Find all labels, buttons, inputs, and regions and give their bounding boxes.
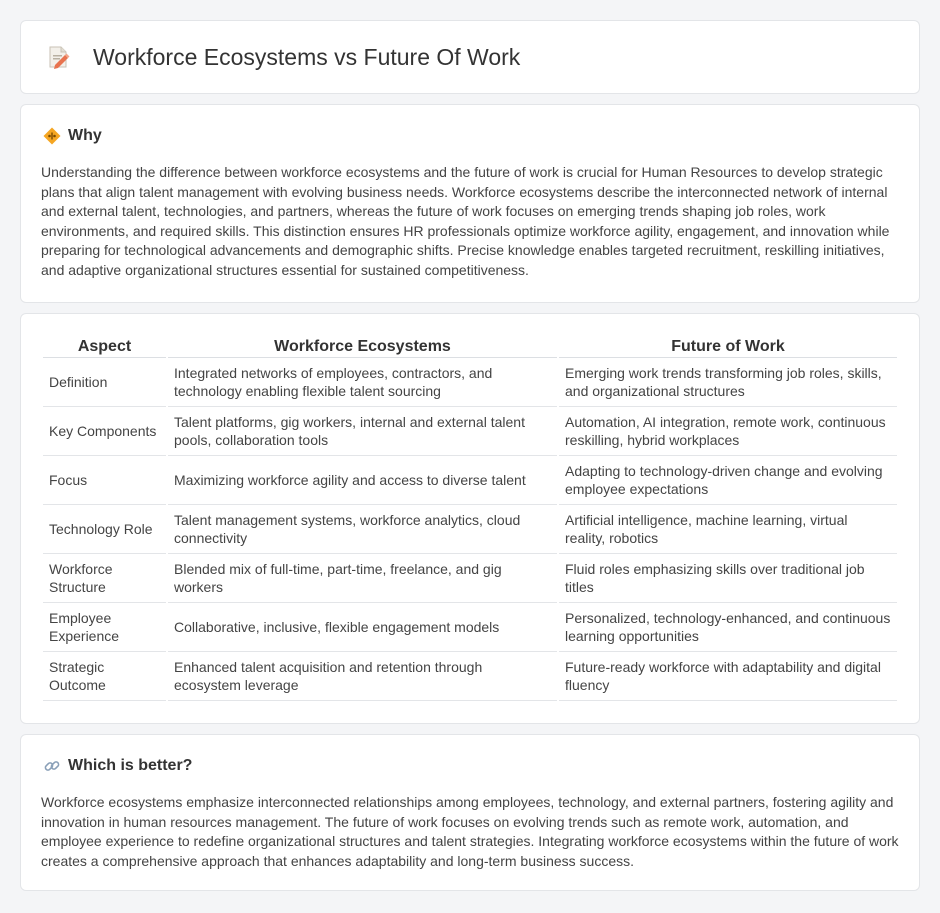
document-pencil-icon	[45, 44, 71, 70]
comparison-section	[20, 313, 920, 724]
why-heading	[41, 127, 899, 145]
cell-ecosystems: Talent management systems, workforce analytics, cloud connectivity	[168, 505, 557, 554]
why-heading-label: Why	[68, 127, 102, 144]
better-heading-label: Which is better?	[68, 757, 193, 774]
cell-aspect: Focus	[43, 456, 166, 505]
cell-ecosystems: Integrated networks of employees, contractors, and technology enabling flexible talent sourcing	[168, 358, 557, 407]
cell-ecosystems: Collaborative, inclusive, flexible engagement models	[168, 603, 557, 652]
cell-future: Fluid roles emphasizing skills over traditional job titles	[559, 554, 897, 603]
cell-aspect: Employee Experience	[43, 603, 166, 652]
cell-aspect: Key Components	[43, 407, 166, 456]
cell-future: Artificial intelligence, machine learning, virtual reality, robotics	[559, 505, 897, 554]
cell-future: Future-ready workforce with adaptability and digital fluency	[559, 652, 897, 701]
title-card	[20, 20, 920, 94]
better-paragraph: Workforce ecosystems emphasize interconnected relationships among employees, technology, and external partners, fostering agility and innovation in human resources management. The future of work focuses on evolving trends such as remote work, automation, and employee experience to redefine organizational structures and talent strategies. Integrating workforce ecosystems within the future of work creates a comprehensive approach that enhances adaptability and long-term business success.	[41, 794, 899, 869]
table-row	[43, 358, 897, 407]
table-header-row	[43, 334, 897, 358]
cell-ecosystems: Talent platforms, gig workers, internal and external talent pools, collaboration tools	[168, 407, 557, 456]
cell-ecosystems: Blended mix of full-time, part-time, freelance, and gig workers	[168, 554, 557, 603]
cell-aspect: Definition	[43, 358, 166, 407]
header-aspect: Aspect	[43, 334, 166, 358]
cell-future: Automation, AI integration, remote work, continuous reskilling, hybrid workplaces	[559, 407, 897, 456]
table-row	[43, 603, 897, 652]
cell-aspect: Workforce Structure	[43, 554, 166, 603]
comparison-table	[41, 334, 899, 701]
cell-ecosystems: Maximizing workforce agility and access to diverse talent	[168, 456, 557, 505]
header-workforce-ecosystems: Workforce Ecosystems	[168, 334, 557, 358]
table-row	[43, 652, 897, 701]
which-is-better-section	[20, 734, 920, 891]
table-row	[43, 407, 897, 456]
table-row	[43, 505, 897, 554]
cell-future: Personalized, technology-enhanced, and continuous learning opportunities	[559, 603, 897, 652]
why-section	[20, 104, 920, 303]
why-paragraph: Understanding the difference between workforce ecosystems and the future of work is crucial for Human Resources to develop strategic plans that align talent management with evolving business needs. Workforce ecosystems describe the interconnected network of internal and external talent, technologies, and partners, whereas the future of work focuses on emerging trends shaping job roles, work environments, and required skills. This distinction ensures HR professionals optimize workforce agility, engagement, and innovation while preparing for technological advancements and demographic shifts. Precise knowledge enables targeted recruitment, reskilling initiatives, and adaptive organizational structures essential for sustained competitiveness.	[41, 164, 890, 278]
cell-future: Adapting to technology-driven change and evolving employee expectations	[559, 456, 897, 505]
table-row	[43, 456, 897, 505]
cell-aspect: Strategic Outcome	[43, 652, 166, 701]
table-row	[43, 554, 897, 603]
cell-ecosystems: Enhanced talent acquisition and retention through ecosystem leverage	[168, 652, 557, 701]
better-heading	[41, 757, 899, 775]
diamond-sign-icon	[43, 127, 61, 145]
cell-aspect: Technology Role	[43, 505, 166, 554]
page-title: Workforce Ecosystems vs Future Of Work	[93, 43, 521, 70]
link-icon	[43, 757, 61, 775]
header-future-of-work: Future of Work	[559, 334, 897, 358]
cell-future: Emerging work trends transforming job roles, skills, and organizational structures	[559, 358, 897, 407]
